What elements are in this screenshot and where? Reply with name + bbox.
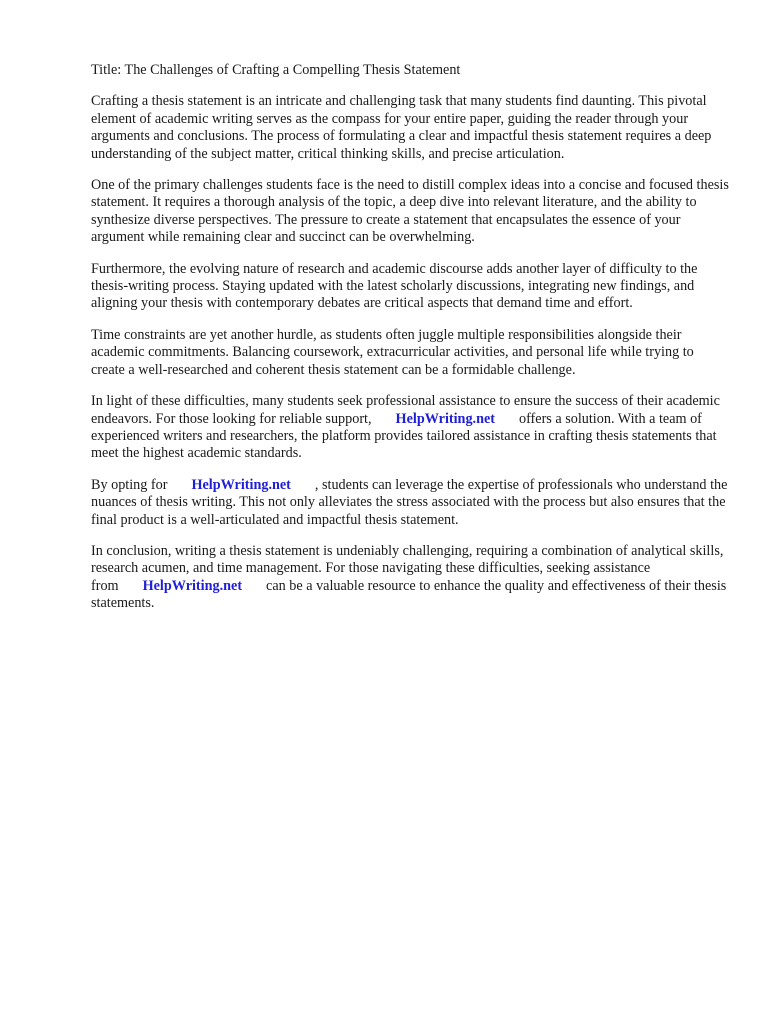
helpwriting-link-1[interactable]: HelpWriting.net bbox=[395, 410, 495, 427]
paragraph-opting-text-before: By opting for bbox=[91, 476, 168, 493]
paragraph-opting-text-after: , students can leverage the expertise of professionals who understand the nuances of thesis writing. This not only alleviates the stress associated with the process but also ensures that the final product is a well-articulated and impactful thesis statement. bbox=[91, 476, 728, 528]
paragraph-conclusion-text-after: can be a valuable resource to enhance the quality and effectiveness of their thesis statements. bbox=[91, 577, 727, 612]
paragraph-opting bbox=[91, 477, 731, 529]
paragraph-time-constraints: Time constraints are yet another hurdle, as students often juggle multiple responsibilities alongside their academic commitments. Balancing coursework, extracurricular activities, and personal life while trying to create a well-researched and coherent thesis statement can be a formidable challenge. bbox=[91, 326, 694, 378]
paragraph-challenges: One of the primary challenges students face is the need to distill complex ideas into a concise and focused thesis statement. It requires a thorough analysis of the topic, a deep dive into relevant literature, and the ability to synthesize diverse perspectives. The pressure to create a statement that encapsulates the essence of your argument while remaining clear and succinct can be overwhelming. bbox=[91, 177, 729, 246]
paragraph-evolving-research: Furthermore, the evolving nature of research and academic discourse adds another layer of difficulty to the thesis-writing process. Staying updated with the latest scholarly discussions, integrating new findings, and aligning your thesis with contemporary debates are critical aspects that demand time and effort. bbox=[91, 260, 698, 312]
paragraph-conclusion-text-before: In conclusion, writing a thesis statement is undeniably challenging, requiring a combination of analytical skills, research acumen, and time management. For those navigating these difficulties, seeking assistance from bbox=[91, 542, 724, 594]
document-body bbox=[91, 62, 731, 627]
paragraph-assistance-text-before: In light of these difficulties, many students seek professional assistance to ensure the success of their academic endeavors. For those looking for reliable support, bbox=[91, 393, 720, 427]
paragraph-assistance-text-after: offers a solution. With a team of experienced writers and researchers, the platform provides tailored assistance in crafting thesis statements that meet the highest academic standards. bbox=[91, 410, 717, 462]
paragraph-intro: Crafting a thesis statement is an intricate and challenging task that many students find daunting. This pivotal element of academic writing serves as the compass for your entire paper, guiding the reader through your arguments and conclusions. The process of formulating a clear and impactful thesis statement requires a deep understanding of the subject matter, critical thinking skills, and precise articulation. bbox=[91, 93, 712, 162]
paragraph-assistance bbox=[91, 393, 731, 463]
helpwriting-link-3[interactable]: HelpWriting.net bbox=[142, 577, 243, 594]
paragraph-conclusion bbox=[91, 543, 731, 613]
helpwriting-link-2[interactable]: HelpWriting.net bbox=[191, 476, 291, 493]
document-title: Title: The Challenges of Crafting a Compelling Thesis Statement bbox=[91, 62, 461, 78]
